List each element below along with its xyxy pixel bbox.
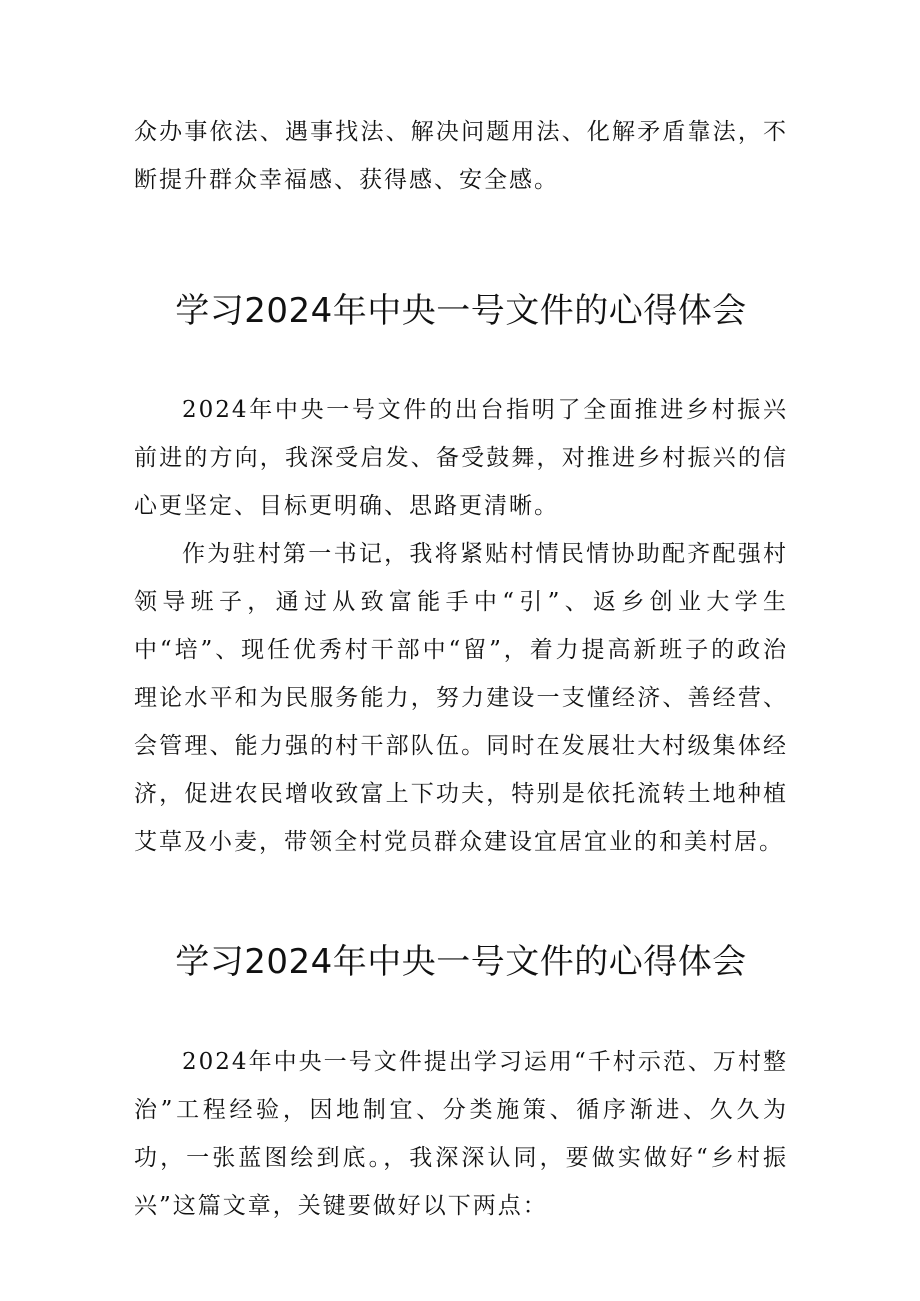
- intro-paragraph: 众办事依法、遇事找法、解决问题用法、化解矛盾靠法，不断提升群众幸福感、获得感、安全感。: [134, 119, 788, 193]
- document-content: [134, 108, 788, 1230]
- body-paragraph: 2024年中央一号文件提出学习运用“千村示范、万村整治”工程经验，因地制宜、分类施策、循序渐进、久久为功，一张蓝图绘到底。，我深深认同，要做实做好“乡村振兴”这篇文章，关键要做好以下两点：: [134, 1049, 788, 1219]
- section-title: 学习2024年中央一号文件的心得体会: [175, 291, 747, 331]
- body-paragraph: 作为驻村第一书记，我将紧贴村情民情协助配齐配强村领导班子，通过从致富能手中“引”、返乡创业大学生中“培”、现任优秀村干部中“留”，着力提高新班子的政治理论水平和为民服务能力，努力建设一支懂经济、善经营、会管理、能力强的村干部队伍。同时在发展壮大村级集体经济，促进农民增收致富上下功夫，特别是依托流转土地种植艾草及小麦，带领全村党员群众建设宜居宜业的和美村居。: [134, 541, 788, 855]
- section-title: 学习2024年中央一号文件的心得体会: [175, 942, 747, 982]
- body-paragraph: 2024年中央一号文件的出台指明了全面推进乡村振兴前进的方向，我深受启发、备受鼓舞，对推进乡村振兴的信心更坚定、目标更明确、思路更清晰。: [134, 397, 788, 519]
